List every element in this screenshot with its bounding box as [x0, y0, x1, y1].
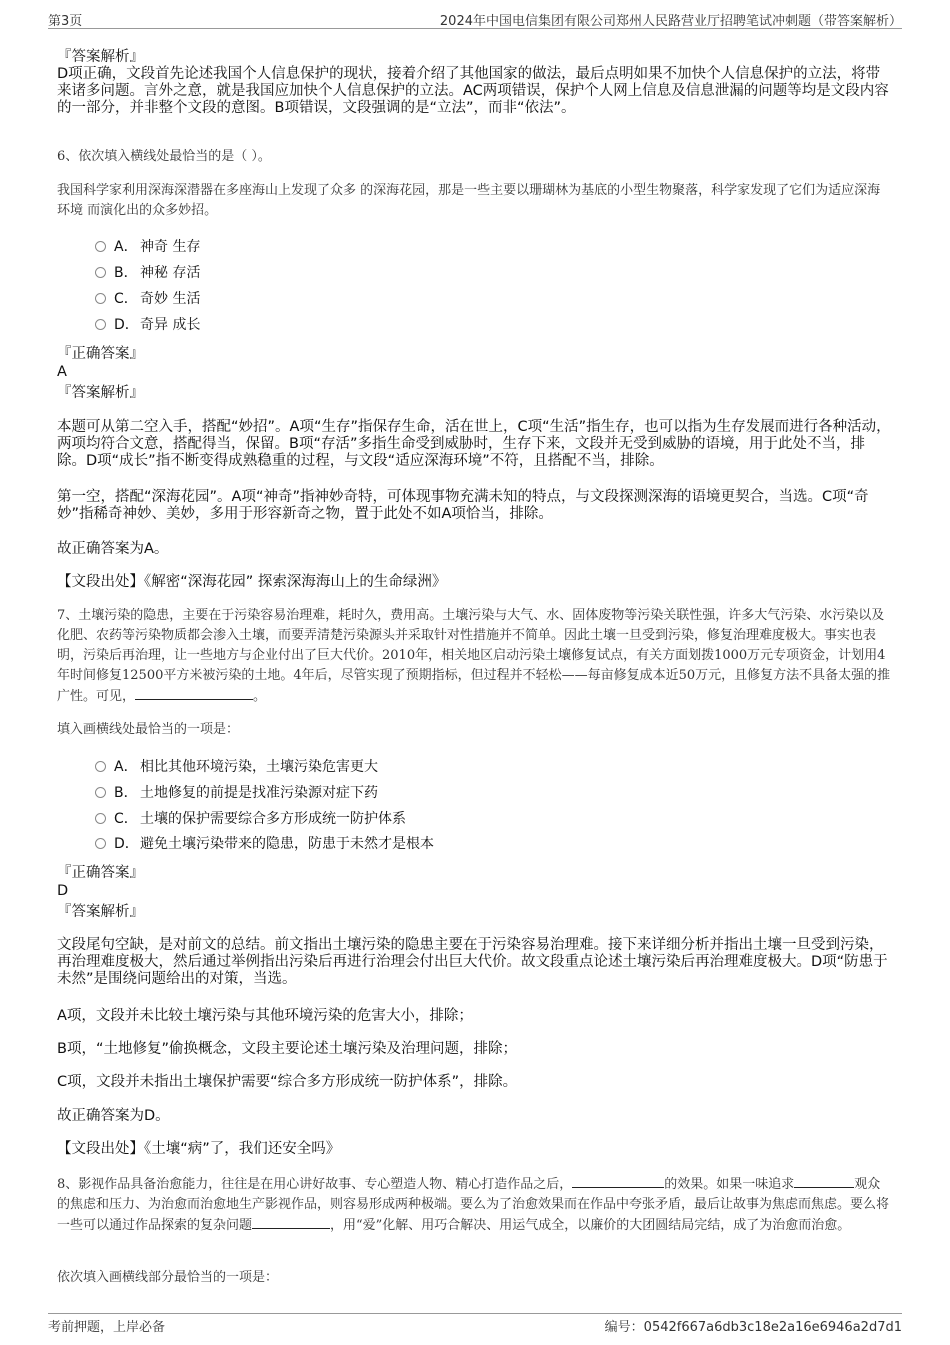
- q6-option-d[interactable]: D．奇异 成长: [95, 315, 200, 335]
- page-header: [48, 10, 902, 29]
- radio-icon[interactable]: [95, 319, 106, 330]
- q7-correct-answer: D: [57, 883, 69, 899]
- radio-icon[interactable]: [95, 838, 106, 849]
- blank-line: [252, 1215, 330, 1229]
- q7-option-d[interactable]: D．避免土壤污染带来的隐患，防患于未然才是根本: [95, 834, 434, 854]
- q7-analysis-b: B项，“土地修复”偷换概念，文段主要论述土壤污染及治理问题，排除；: [57, 1041, 517, 1057]
- radio-icon[interactable]: [95, 293, 106, 304]
- q7-analysis-a: A项，文段并未比较土壤污染与其他环境污染的危害大小，排除；: [57, 1008, 473, 1024]
- q7-analysis-c: C项，文段并未指出土壤保护需要“综合多方形成统一防护体系”，排除。: [57, 1074, 518, 1090]
- blank-line: [135, 686, 253, 700]
- document-code: 编号：0542f667a6db3c18e2a16e6946a2d7d1: [604, 1320, 902, 1335]
- q7-option-a[interactable]: A． 相比其他环境污染，土壤污染危害更大: [95, 757, 378, 777]
- q8-prompt: 依次填入画横线部分最恰当的一项是：: [57, 1270, 279, 1285]
- q7-source: 【文段出处】《土壤“病”了，我们还安全吗》: [57, 1141, 341, 1157]
- q6-passage: 我国科学家利用深海深潜器在多座海山上发现了众多 的深海花园，那是一些主要以珊瑚林为基底的小型生物聚落，科学家发现了它们为适应深海环境 而演化出的众多妙招。: [57, 183, 881, 218]
- q6-correct-answer: A: [57, 364, 67, 380]
- document-title: 2024年中国电信集团有限公司郑州人民路营业厅招聘笔试冲刺题（带答案解析）: [439, 14, 902, 29]
- q6-stem: 6、依次填入横线处最恰当的是（ ）。: [57, 149, 271, 164]
- q7-stem: 7、土壤污染的隐患，主要在于污染容易治理难，耗时久，费用高。土壤污染与大气、水、固体废物等污染关联性强，许多大气污染、水污染以及化肥、农药等污染物质都会渗入土壤，而要弄清楚污染源头并采取针对性措施并不简单。因此土壤一旦受到污染，修复治理难度极大。事实也表明，污染后再治理，让一些地方与企业付出了巨大代价。2010年，相关地区启动污染土壤修复试点，有关方面划拨1000万元专项资金，计划用4年时间修复12500平方米被污染的土地。4年后，尽管实现了预期指标，但过程并不轻松——每亩修复成本近50万元，且修复方法不具备太强的推广性。可见， 。: [57, 608, 891, 704]
- radio-icon[interactable]: [95, 761, 106, 772]
- q7-conclusion: 故正确答案为D。: [57, 1108, 170, 1124]
- q6-source: 【文段出处】《解密“深海花园” 探索深海海山上的生命绿洲》: [57, 574, 447, 590]
- radio-icon[interactable]: [95, 787, 106, 798]
- q7-correct-label: 『正确答案』: [57, 865, 144, 881]
- q6-option-a[interactable]: A． 神奇 生存: [95, 237, 200, 257]
- q7-option-b[interactable]: B． 土地修复的前提是找准污染源对症下药: [95, 783, 378, 803]
- q6-analysis-p1: 本题可从第二空入手，搭配“妙招”。A项“生存”指保存生命，活在世上，C项“生活”指生存，也可以指为生存发展而进行各种活动，两项均符合文意，搭配得当，保留。B项“存活”多指生命受到威胁时，生存下来，文段并无受到威胁的语境，用于此处不当，排除。D项“成长”指不断变得成熟稳重的过程，与文段“适应深海环境”不符，且搭配不当，排除。: [57, 419, 891, 469]
- page-number: 第3页: [48, 14, 83, 29]
- q6-option-b[interactable]: B． 神秘 存活: [95, 263, 200, 283]
- q6-option-c[interactable]: C． 奇妙 生活: [95, 289, 200, 309]
- q6-conclusion: 故正确答案为A。: [57, 541, 169, 557]
- q7-analysis-p1: 文段尾句空缺，是对前文的总结。前文指出土壤污染的隐患主要在于污染容易治理难。接下来详细分析并指出土壤一旦受到污染，再治理难度极大，然后通过举例指出污染后再进行治理会付出巨大代价。故文段重点论述土壤污染后再治理难度极大。D项“防患于未然”是围绕问题给出的对策，当选。: [57, 937, 888, 987]
- q8-stem: 8、影视作品具备治愈能力，往往是在用心讲好故事、专心塑造人物、精心打造作品之后， 的效果。如果一味追求 观众的焦虑和压力、为治愈而治愈地生产影视作品，则容易形成两种极端。要么为了治愈效果而在作品中夸张矛盾，最后让故事为焦虑而焦虑。要么将一些可以通过作品探索的复杂问题 ，用“爱”化解、用巧合解决、用运气成全，以廉价的大团圆结局完结，成了为治愈而治愈。: [57, 1174, 892, 1236]
- blank-line: [572, 1174, 664, 1188]
- radio-icon[interactable]: [95, 267, 106, 278]
- q5-analysis-label: 『答案解析』: [57, 49, 144, 65]
- q7-prompt: 填入画横线处最恰当的一项是：: [57, 722, 240, 737]
- radio-icon[interactable]: [95, 813, 106, 824]
- q6-correct-label: 『正确答案』: [57, 346, 144, 362]
- q7-option-c[interactable]: C． 土壤的保护需要综合多方形成统一防护体系: [95, 809, 406, 829]
- q7-analysis-label: 『答案解析』: [57, 904, 144, 920]
- page-footer: [48, 1313, 902, 1336]
- footer-slogan: 考前押题，上岸必备: [48, 1320, 166, 1335]
- q5-analysis-text: D项正确，文段首先论述我国个人信息保护的现状，接着介绍了其他国家的做法，最后点明如果不加快个人信息保护的立法，将带来诸多问题。言外之意，就是我国应加快个人信息保护的立法。AC两项错误，保护个人网上信息及信息泄漏的问题等均是文段内容的一部分，并非整个文段的意图。B项错误，文段强调的是“立法”，而非“依法”。: [57, 66, 889, 116]
- q6-analysis-p2: 第一空，搭配“深海花园”。A项“神奇”指神妙奇特，可体现事物充满未知的特点，与文段探测深海的语境更契合，当选。C项“奇妙”指稀奇神妙、美妙，多用于形容新奇之物，置于此处不如A项恰当，排除。: [57, 489, 869, 522]
- blank-line: [794, 1174, 854, 1188]
- radio-icon[interactable]: [95, 241, 106, 252]
- q6-analysis-label: 『答案解析』: [57, 385, 144, 401]
